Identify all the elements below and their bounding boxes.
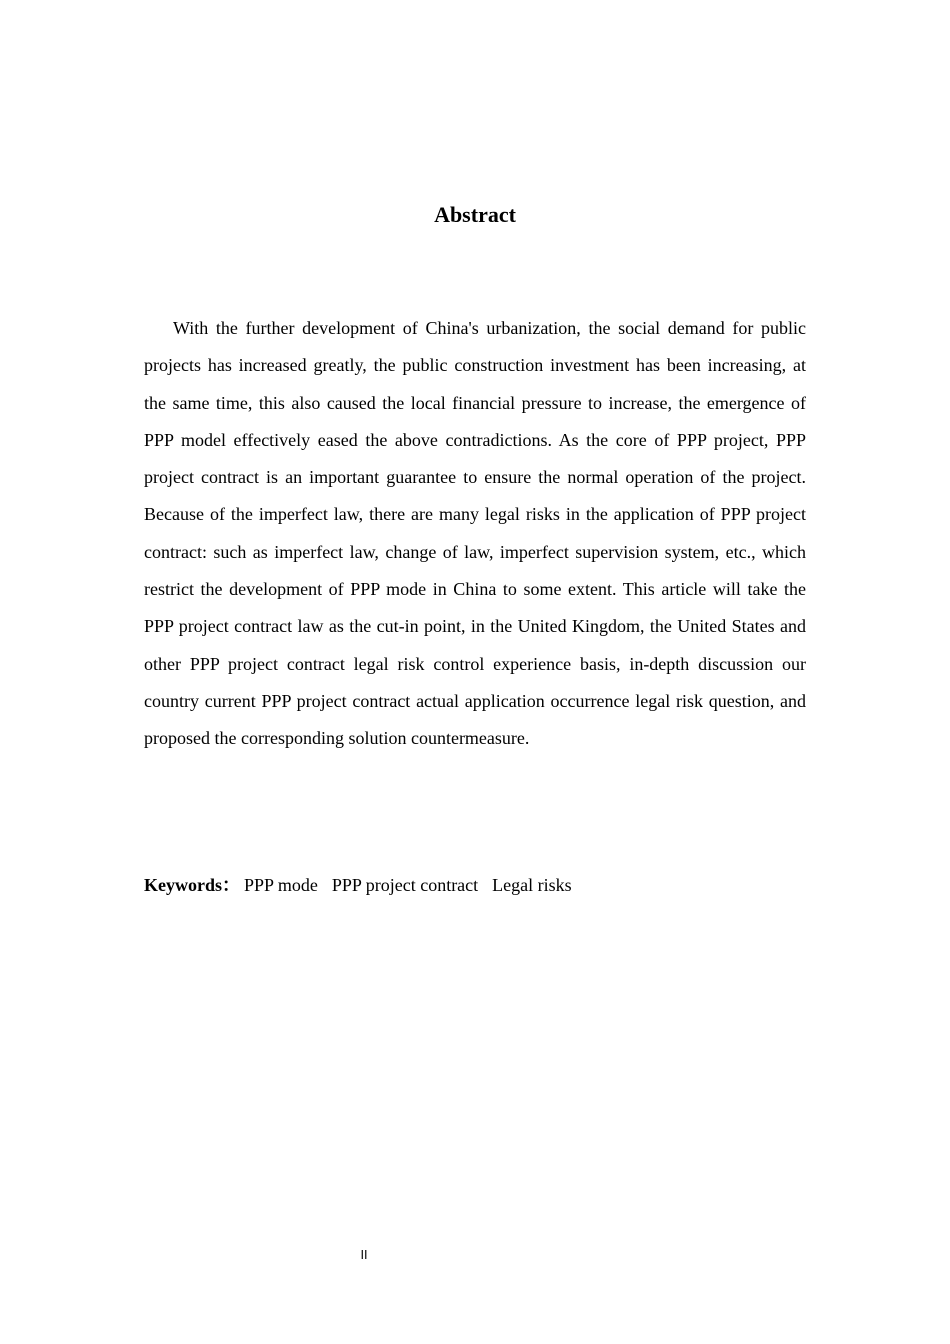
page-number: II (360, 1248, 368, 1262)
keywords-line (144, 870, 572, 900)
keywords-label: Keywords (144, 875, 222, 895)
keyword-item: PPP project contract (331, 875, 479, 895)
keywords-separator: ： (222, 875, 240, 895)
abstract-paragraph: With the further development of China's urbanization, the social demand for public projects has increased greatly, the public construction investment has been increasing, at the same time, this also caused the local financial pressure to increase, the emergence of PPP model effectively eased the above contradictions. As the core of PPP project, PPP project contract is an important guarantee to ensure the normal operation of the project. Because of the imperfect law, there are many legal risks in the application of PPP project contract: such as imperfect law, change of law, imperfect supervision system, etc., which restrict the development of PPP mode in China to some extent. This article will take the PPP project contract law as the cut-in point, in the United Kingdom, the United States and other PPP project contract legal risk control experience basis, in-depth discussion our country current PPP project contract actual application occurrence legal risk question, and proposed the corresponding solution countermeasure. (144, 318, 806, 749)
keyword-item: PPP mode (244, 875, 318, 895)
keyword-item: Legal risks (492, 875, 572, 895)
page-title: Abstract (434, 202, 516, 227)
